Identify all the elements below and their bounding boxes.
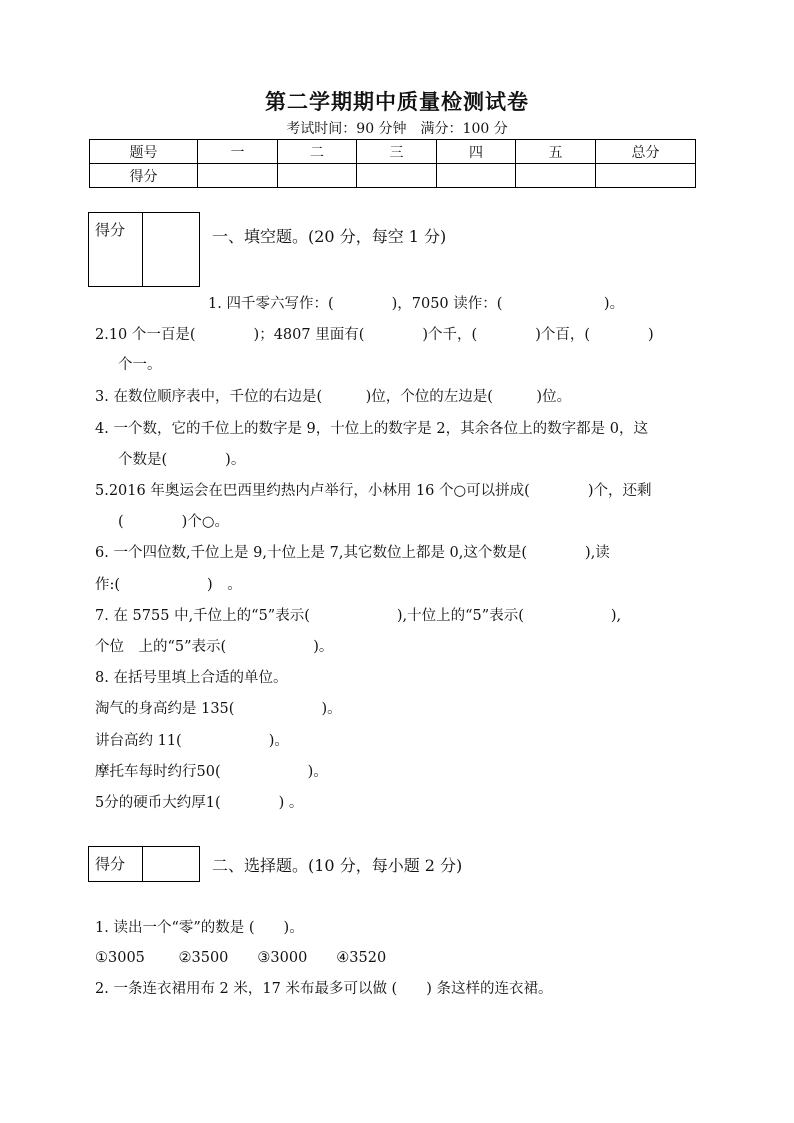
score-table-header-row bbox=[90, 140, 696, 164]
score-table-cell: 一 bbox=[198, 140, 278, 164]
question-line: 4. 一个数，它的千位上的数字是 9，十位上的数字是 2，其余各位上的数字都是 0，这 bbox=[95, 421, 648, 437]
question-line: 8. 在括号里填上合适的单位。 bbox=[95, 670, 288, 686]
score-table bbox=[89, 139, 696, 188]
score-table-cell: 五 bbox=[516, 140, 596, 164]
score-table-cell: 四 bbox=[437, 140, 516, 164]
question-line: 7. 在 5755 中,千位上的“5”表示( ),十位上的“5”表示( ), bbox=[95, 608, 622, 624]
score-table-cell: 总分 bbox=[596, 140, 696, 164]
question-line: ( )个○。 bbox=[118, 514, 229, 530]
question-line: ①3005 ②3500 ③3000 ④3520 bbox=[95, 950, 387, 966]
score-table-cell: 三 bbox=[357, 140, 437, 164]
section2-score-box bbox=[88, 846, 200, 882]
score-input-cell[interactable] bbox=[357, 164, 437, 188]
question-line: 讲台高约 11( )。 bbox=[95, 733, 289, 749]
section1-score-input[interactable] bbox=[143, 213, 199, 286]
score-table-cell: 题号 bbox=[90, 140, 198, 164]
question-line: 1. 读出一个“零”的数是 ( )。 bbox=[95, 920, 304, 936]
question-line: 5.2016 年奥运会在巴西里约热内卢举行，小林用 16 个○可以拼成( )个，还剩 bbox=[95, 483, 652, 499]
question-line: 3. 在数位顺序表中，千位的右边是( )位，个位的左边是( )位。 bbox=[95, 389, 572, 405]
question-line: 2.10 个一百是( )；4807 里面有( )个千，( )个百，( ) bbox=[95, 327, 654, 343]
section2-title: 二、选择题。(10 分，每小题 2 分) bbox=[212, 856, 463, 875]
question-line: 2. 一条连衣裙用布 2 米，17 米布最多可以做 ( ) 条这样的连衣裙。 bbox=[95, 981, 553, 997]
question-line: 1. 四千零六写作：( )，7050 读作：( )。 bbox=[208, 296, 625, 312]
section1-title: 一、填空题。(20 分，每空 1 分) bbox=[212, 227, 447, 246]
score-table-cell: 二 bbox=[278, 140, 357, 164]
score-input-cell[interactable] bbox=[516, 164, 596, 188]
question-line: 个位 上的“5”表示( )。 bbox=[95, 639, 334, 655]
exam-info: 考试时间：90 分钟 满分：100 分 bbox=[286, 121, 508, 137]
question-line: 6. 一个四位数,千位上是 9,十位上是 7,其它数位上都是 0,这个数是( ),读 bbox=[95, 545, 610, 561]
page-title: 第二学期期中质量检测试卷 bbox=[265, 90, 529, 114]
score-table-score-row bbox=[90, 164, 696, 188]
section2-score-label: 得分 bbox=[89, 847, 143, 881]
question-line: 个数是( )。 bbox=[118, 452, 246, 468]
score-input-cell[interactable] bbox=[278, 164, 357, 188]
section1-score-box bbox=[88, 212, 200, 287]
score-input-cell[interactable] bbox=[437, 164, 516, 188]
question-line: 个一。 bbox=[118, 357, 162, 373]
score-input-cell[interactable] bbox=[198, 164, 278, 188]
score-input-cell[interactable] bbox=[596, 164, 696, 188]
section1-score-label: 得分 bbox=[89, 213, 143, 286]
section2-score-input[interactable] bbox=[143, 847, 199, 881]
question-line: 淘气的身高约是 135( )。 bbox=[95, 701, 342, 717]
question-line: 摩托车每时约行50( )。 bbox=[95, 764, 328, 780]
question-line: 5分的硬币大约厚1( ) 。 bbox=[95, 795, 304, 811]
score-table-cell: 得分 bbox=[90, 164, 198, 188]
question-line: 作:( ) 。 bbox=[95, 577, 242, 593]
